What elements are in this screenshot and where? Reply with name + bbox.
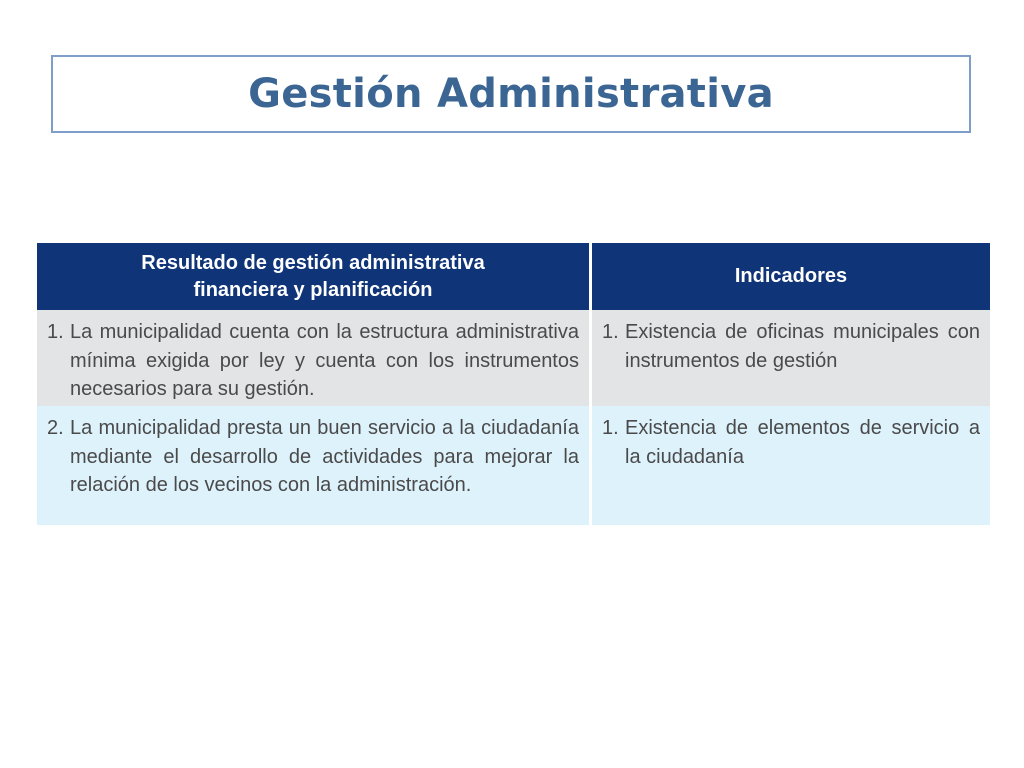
indicator-cell-1 bbox=[592, 310, 990, 406]
result-text: La municipalidad cuenta con la estructura administrativa mínima exigida por ley y cuenta con los instrumentos necesarios para su gestión. bbox=[70, 321, 579, 400]
header-indicators bbox=[592, 243, 990, 310]
result-number: 1. bbox=[47, 321, 64, 343]
indicator-number: 1. bbox=[602, 417, 619, 439]
result-cell-2 bbox=[37, 406, 589, 525]
header-indicators-label: Indicadores bbox=[734, 265, 848, 287]
result-text: La municipalidad presta un buen servicio a la ciudadanía mediante el desarrollo de actividades para mejorar la relación de los vecinos con la administración. bbox=[70, 417, 579, 496]
indicator-text: Existencia de oficinas municipales con instrumentos de gestión bbox=[625, 321, 980, 372]
indicator-text: Existencia de elementos de servicio a la ciudadanía bbox=[625, 417, 980, 468]
result-number: 2. bbox=[47, 417, 64, 439]
title-box bbox=[51, 55, 971, 133]
header-results bbox=[37, 243, 589, 310]
results-table bbox=[37, 243, 990, 525]
header-results-line1: Resultado de gestión administrativa bbox=[141, 251, 485, 274]
header-results-line2: financiera y planificación bbox=[193, 278, 433, 301]
indicator-number: 1. bbox=[602, 321, 619, 343]
result-cell-1 bbox=[37, 310, 589, 406]
slide-title: Gestión Administrativa bbox=[248, 71, 774, 117]
indicator-cell-2 bbox=[592, 406, 990, 525]
